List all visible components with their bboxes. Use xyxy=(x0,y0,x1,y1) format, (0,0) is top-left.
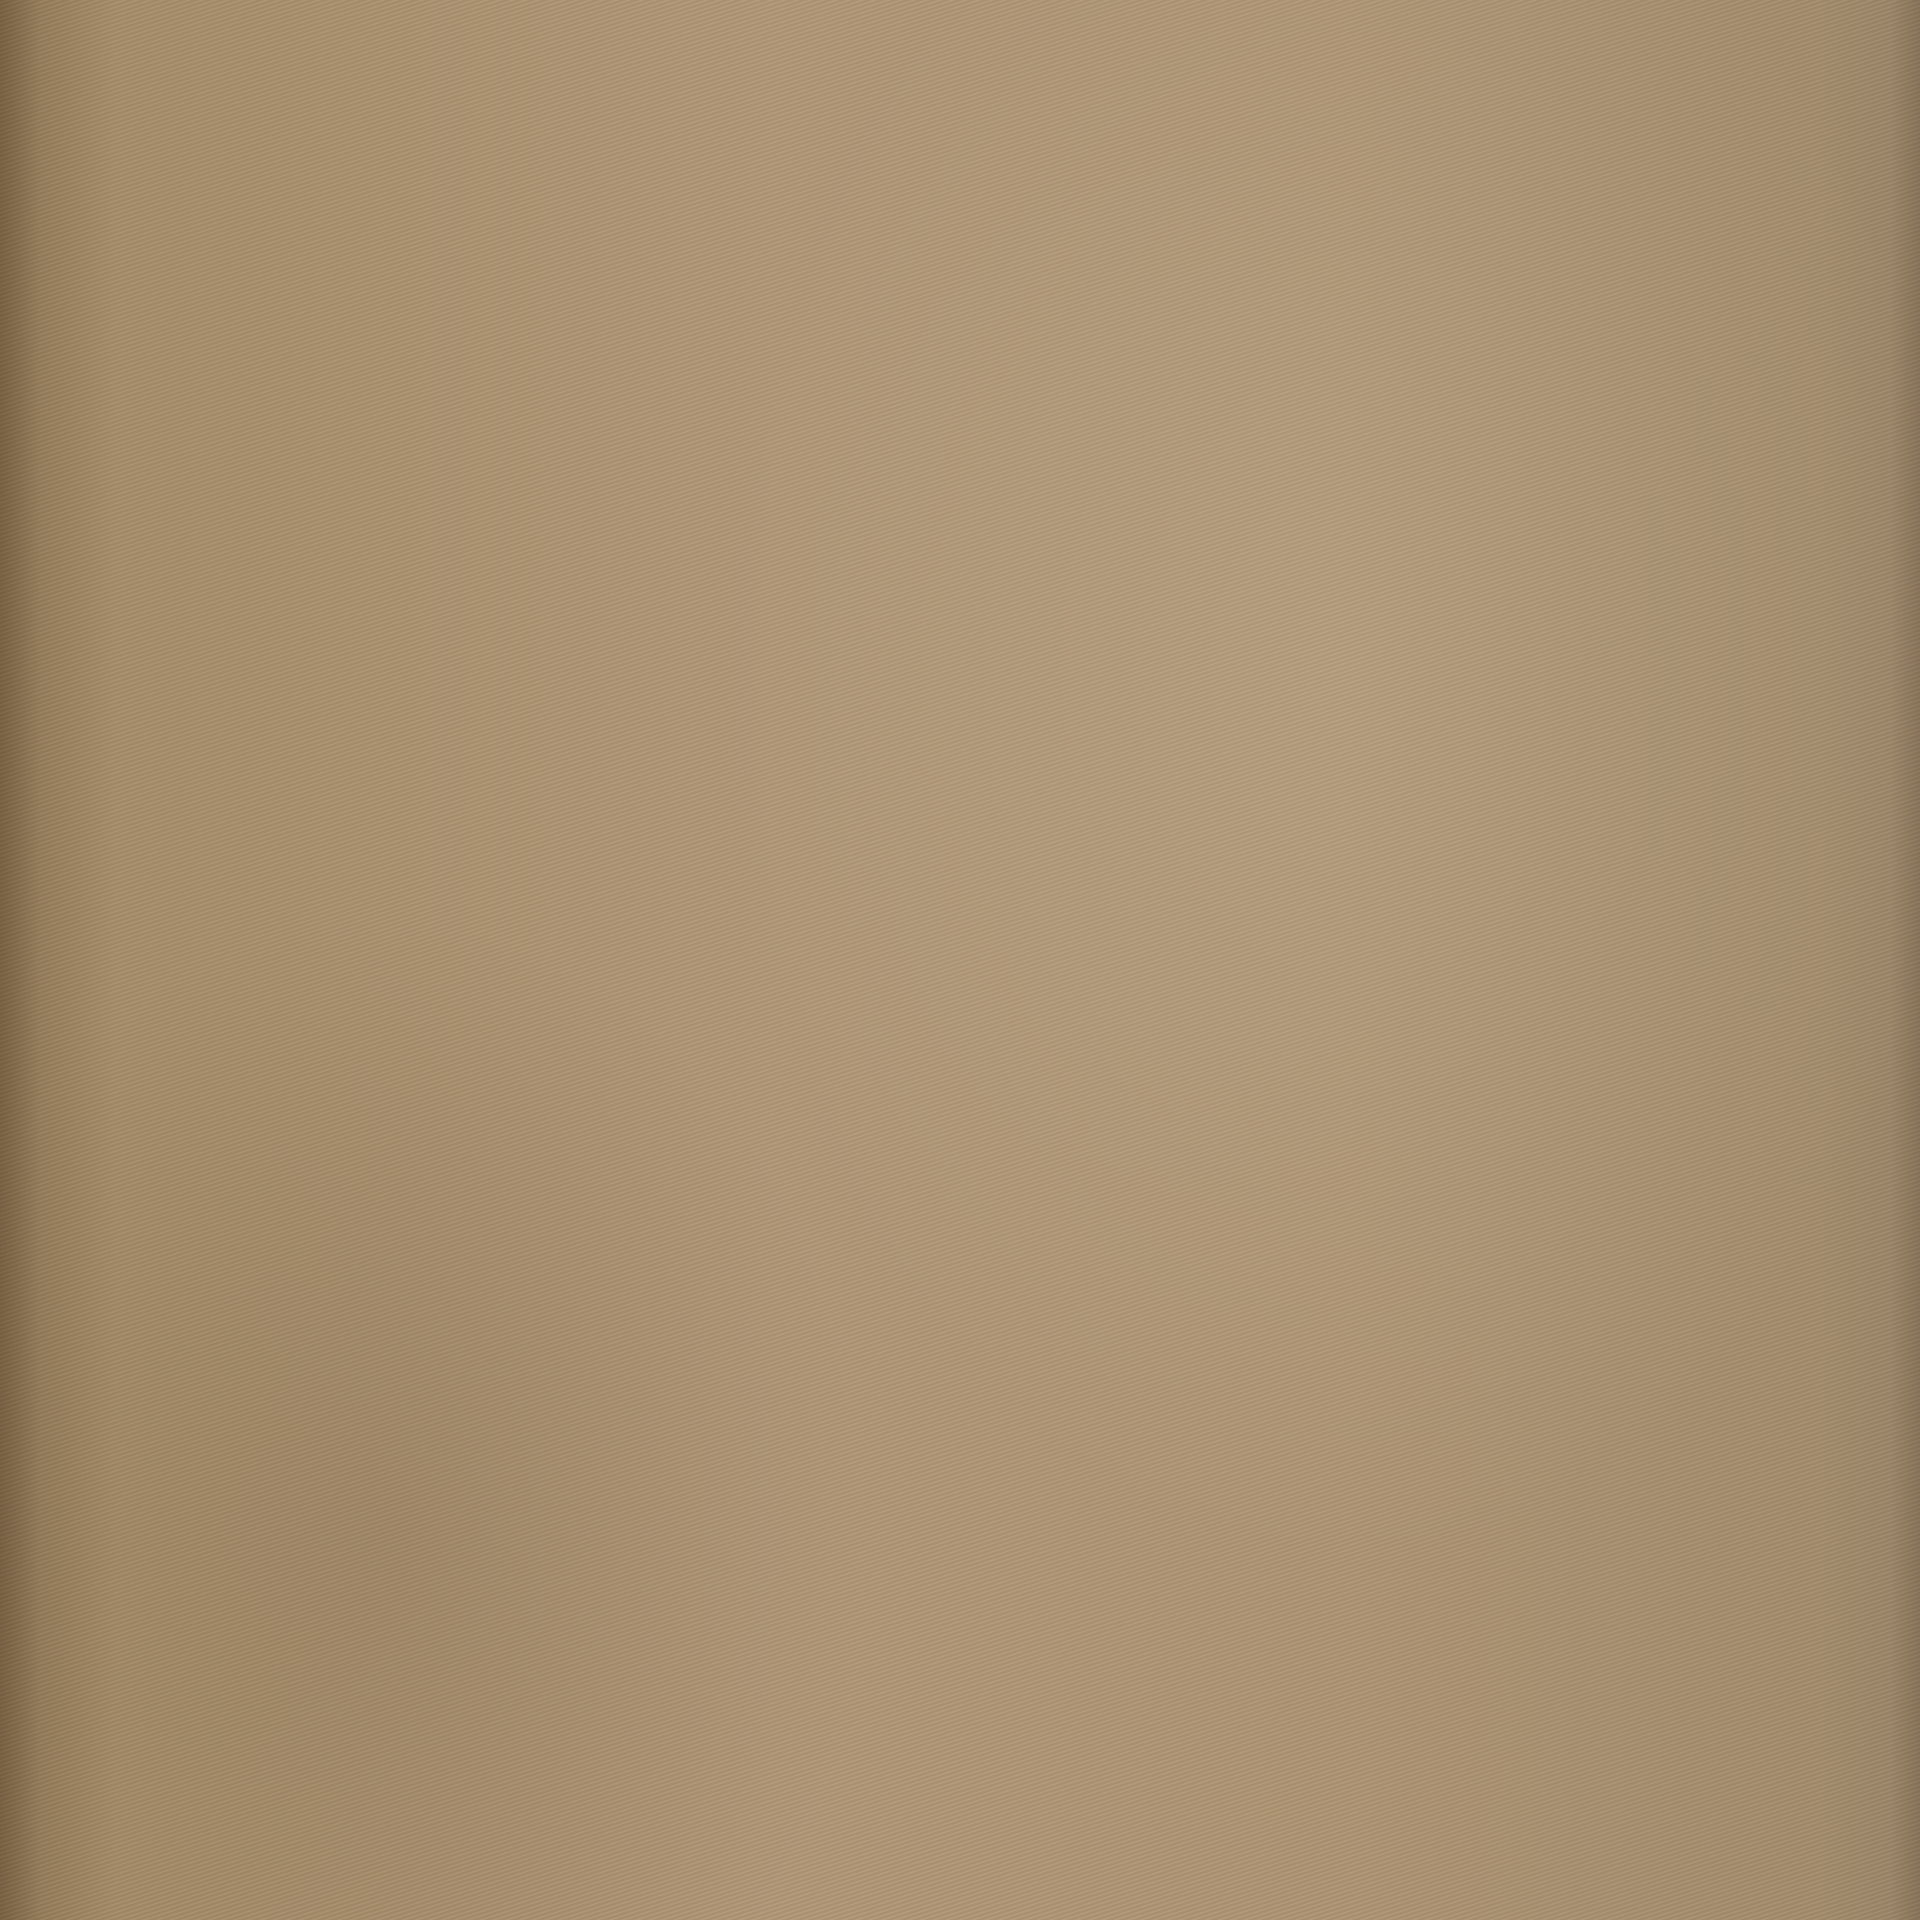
fabric-right-edge-shadow xyxy=(1890,0,1920,1920)
fabric-left-fold-shadow xyxy=(0,0,40,1920)
